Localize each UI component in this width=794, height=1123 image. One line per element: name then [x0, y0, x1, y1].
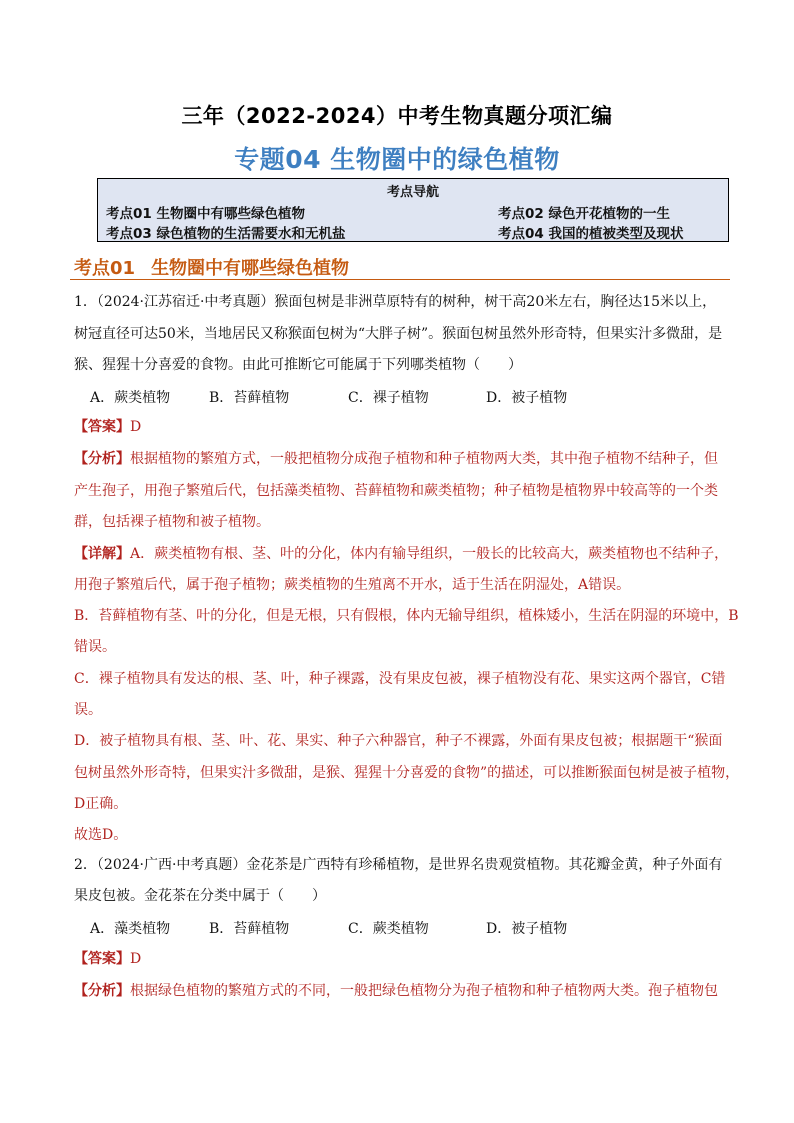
q1-detail-line-8: 包树虽然外形奇特，但果实汁多微甜，是猴、猩猩十分喜爱的食物”的描述，可以推断猴面包树是被子植物，	[74, 765, 740, 781]
sub-title: 专题04 生物圈中的绿色植物	[234, 145, 560, 174]
q2-analysis-line-1	[74, 982, 718, 1000]
answer-value: D	[130, 951, 142, 967]
q1-detail-line-1	[74, 545, 728, 563]
q2-stem-line-2: 果皮包被。金花茶在分类中属于（ ）	[74, 888, 326, 904]
section-title: 生物圈中有哪些绿色植物	[151, 258, 350, 279]
nav-item-3: 考点03 绿色植物的生活需要水和无机盐	[106, 226, 346, 242]
section-heading	[74, 254, 349, 280]
answer-tag: 【答案】	[74, 951, 130, 967]
q1-option-b: B．苔藓植物	[209, 390, 290, 406]
q1-analysis-line-2: 产生孢子，用孢子繁殖后代，包括藻类植物、苔藓植物和蕨类植物；种子植物是植物界中较高等的一个类	[74, 483, 718, 499]
q1-analysis-line-1	[74, 450, 718, 468]
q1-detail-line-4: 错误。	[74, 639, 116, 655]
q1-stem-line-2: 树冠直径可达50米，当地居民又称猴面包树为“大胖子树”。猴面包树虽然外形奇特，但果实汁多微甜，是	[74, 326, 723, 342]
q1-detail-line-7: D．被子植物具有根、茎、叶、花、果实、种子六种器官，种子不裸露，外面有果皮包被；根据题干“猴面	[74, 733, 723, 749]
q1-stem-line-1: 1．（2024·江苏宿迁·中考真题）猴面包树是非洲草原特有的树种，树干高20米左右，胸径达15米以上，	[74, 294, 717, 310]
topic-navigation-box	[97, 178, 729, 242]
section-number: 考点01	[74, 258, 136, 279]
q1-option-a: A．蕨类植物	[90, 390, 171, 406]
q1-option-d: D．被子植物	[486, 390, 568, 406]
analysis-tag: 【分析】	[74, 983, 130, 999]
q2-option-c: C．蕨类植物	[348, 921, 429, 937]
q1-detail-line-3: B．苔藓植物有茎、叶的分化，但是无根，只有假根，体内无输导组织，植株矮小，生活在阴湿的环境中，B	[74, 608, 739, 624]
q1-stem-line-3: 猴、猩猩十分喜爱的食物。由此可推断它可能属于下列哪类植物（ ）	[74, 357, 522, 373]
nav-item-2: 考点02 绿色开花植物的一生	[498, 206, 670, 222]
q1-option-c: C．裸子植物	[348, 390, 429, 406]
q1-detail-line-2: 用孢子繁殖后代，属于孢子植物；蕨类植物的生殖离不开水，适于生活在阴湿处，A错误。	[74, 577, 631, 593]
q1-detail-line-6: 误。	[74, 702, 102, 718]
analysis-text: 根据植物的繁殖方式，一般把植物分成孢子植物和种子植物两大类，其中孢子植物不结种子，但	[130, 451, 718, 467]
detail-text: A．蕨类植物有根、茎、叶的分化，体内有输导组织，一般长的比较高大，蕨类植物也不结种子，	[130, 546, 729, 562]
q2-answer	[74, 950, 141, 968]
q1-detail-line-5: C．裸子植物具有发达的根、茎、叶，种子裸露，没有果皮包被，裸子植物没有花、果实这两个器官，C错	[74, 671, 726, 687]
answer-tag: 【答案】	[74, 419, 130, 435]
main-title: 三年（2022-2024）中考生物真题分项汇编	[181, 104, 613, 128]
q2-option-d: D．被子植物	[486, 921, 568, 937]
q2-stem-line-1: 2．（2024·广西·中考真题）金花茶是广西特有珍稀植物，是世界名贵观赏植物。其花瓣金黄，种子外面有	[74, 857, 723, 873]
q1-analysis-line-3: 群，包括裸子植物和被子植物。	[74, 514, 270, 530]
q2-option-a: A．藻类植物	[90, 921, 171, 937]
nav-item-1: 考点01 生物圈中有哪些绿色植物	[106, 206, 305, 222]
q2-option-b: B．苔藓植物	[209, 921, 290, 937]
analysis-text: 根据绿色植物的繁殖方式的不同，一般把绿色植物分为孢子植物和种子植物两大类。孢子植物包	[130, 983, 718, 999]
q1-detail-line-10: 故选D。	[74, 827, 128, 843]
section-underline	[70, 279, 730, 280]
answer-value: D	[130, 419, 142, 435]
nav-heading: 考点导航	[386, 185, 439, 200]
q1-detail-line-9: D正确。	[74, 796, 128, 812]
detail-tag: 【详解】	[74, 546, 130, 562]
q1-answer	[74, 418, 141, 436]
nav-item-4: 考点04 我国的植被类型及现状	[498, 226, 684, 242]
analysis-tag: 【分析】	[74, 451, 130, 467]
